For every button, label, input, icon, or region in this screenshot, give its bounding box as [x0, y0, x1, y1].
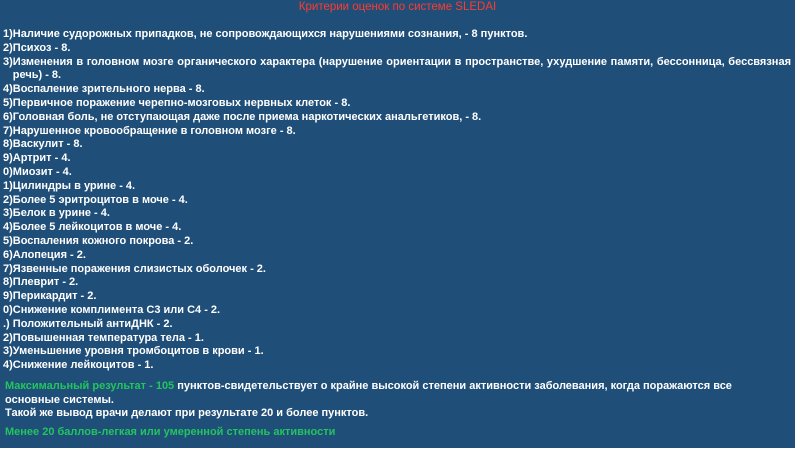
criteria-item-number: 1)	[3, 28, 13, 40]
max-result-description: пунктов-свидетельствует о крайне высокой степени активности заболевания, когда поражаются все основные системы.	[5, 380, 732, 406]
doctors-conclusion-text: Такой же вывод врачи делают при результате 20 и более пунктов.	[5, 407, 369, 419]
max-result-label: Максимальный результат - 105	[5, 380, 175, 392]
criteria-item-text: Психоз - 8.	[12, 41, 71, 54]
criteria-item-number: 3)	[3, 55, 13, 68]
criteria-item-text: Васкулит - 8.	[12, 138, 83, 151]
criteria-item-number: 0)	[3, 165, 13, 178]
criteria-item-text: Алопеция - 2.	[12, 248, 86, 261]
criteria-item-text: Воспаления кожного покрова - 2.	[12, 234, 194, 247]
criteria-item	[3, 249, 791, 263]
criteria-item-text: Снижение комплимента С3 или С4 - 2.	[12, 303, 221, 316]
criteria-item-number: 4)	[3, 221, 13, 234]
criteria-item	[3, 332, 791, 346]
criteria-item-text: Более 5 лейкоцитов в моче - 4.	[12, 221, 182, 234]
criteria-item-text: Воспаление зрительного нерва - 8.	[12, 83, 205, 96]
criteria-item-text: Плеврит - 2.	[12, 276, 79, 289]
slide-title: Критерии оценок по системе SLEDAI	[298, 1, 497, 13]
criteria-item-number: 8)	[3, 276, 13, 289]
criteria-item	[3, 221, 791, 235]
criteria-item-number: 9)	[3, 290, 13, 303]
criteria-item-text: Наличие судорожных припадков, не сопровождающихся нарушениями сознания, - 8 пунктов.	[12, 28, 528, 40]
criteria-item	[3, 235, 791, 249]
criteria-item	[3, 263, 791, 277]
criteria-item	[3, 318, 791, 332]
criteria-item-number: 2)	[3, 331, 13, 344]
criteria-item-text: Первичное поражение черепно-мозговых нервных клеток - 8.	[12, 96, 351, 109]
criteria-item-text: Изменения в головном мозге органического характера (нарушение ориентации в пространстве, ухудшение памяти, бессонница, бессвязная речь) - 8.	[12, 55, 791, 82]
low-activity-text: Менее 20 баллов-легкая или умеренной степень активности	[5, 426, 336, 438]
criteria-item	[3, 125, 791, 139]
criteria-item-number: 6)	[3, 248, 13, 261]
criteria-item-text: Головная боль, не отступающая даже после приема наркотических анальгетиков, - 8.	[12, 110, 482, 123]
criteria-item-number: 4)	[3, 83, 13, 96]
criteria-item	[3, 111, 791, 125]
criteria-item	[3, 207, 791, 221]
criteria-item-number: 0)	[3, 303, 13, 316]
criteria-item-number: 2)	[3, 41, 13, 54]
criteria-item-text: Уменьшение уровня тромбоцитов в крови - 1.	[12, 345, 264, 358]
criteria-item	[3, 304, 791, 318]
criteria-item-number: 6)	[3, 110, 13, 123]
criteria-item	[3, 83, 791, 97]
criteria-item-number: 7)	[3, 124, 13, 137]
criteria-item-number: 3)	[3, 207, 13, 220]
criteria-list	[3, 28, 791, 373]
criteria-item-text: Миозит - 4.	[12, 165, 72, 178]
criteria-item-number: 5)	[3, 234, 13, 247]
criteria-item	[3, 359, 791, 373]
criteria-item-text: Перикардит - 2.	[12, 290, 97, 303]
criteria-item-text: Снижение лейкоцитов - 1.	[12, 359, 154, 372]
max-result-text	[5, 380, 785, 407]
criteria-item-number: .)	[3, 317, 13, 330]
criteria-item	[3, 194, 791, 208]
criteria-item-text: Повышенная температура тела - 1.	[12, 331, 204, 344]
criteria-item-text: Белок в урине - 4.	[12, 207, 110, 220]
criteria-item	[3, 290, 791, 304]
criteria-item-text: Артрит - 4.	[12, 152, 71, 165]
criteria-item	[3, 28, 791, 42]
criteria-item	[3, 166, 791, 180]
criteria-item	[3, 97, 791, 111]
criteria-item	[3, 180, 791, 194]
criteria-item-number: 9)	[3, 152, 13, 165]
criteria-item-text: Язвенные поражения слизистых оболочек - 2.	[12, 262, 266, 275]
criteria-item	[3, 345, 791, 359]
criteria-item-number: 2)	[3, 193, 13, 206]
criteria-item	[3, 56, 791, 84]
criteria-item-text: Цилиндры в урине - 4.	[12, 179, 136, 192]
criteria-item-text: Более 5 эритроцитов в моче - 4.	[12, 193, 188, 206]
criteria-item-number: 1)	[3, 179, 13, 192]
criteria-item	[3, 138, 791, 152]
criteria-item-number: 5)	[3, 96, 13, 109]
criteria-item-text: Нарушенное кровообращение в головном мозге - 8.	[12, 124, 296, 137]
criteria-item-number: 4)	[3, 359, 13, 372]
criteria-item	[3, 152, 791, 166]
criteria-item-number: 3)	[3, 345, 13, 358]
criteria-item-number: 8)	[3, 138, 13, 151]
criteria-item-text: Положительный антиДНК - 2.	[12, 317, 173, 330]
right-edge-strip	[795, 0, 800, 450]
criteria-item	[3, 42, 791, 56]
criteria-item-number: 7)	[3, 262, 13, 275]
criteria-item	[3, 276, 791, 290]
